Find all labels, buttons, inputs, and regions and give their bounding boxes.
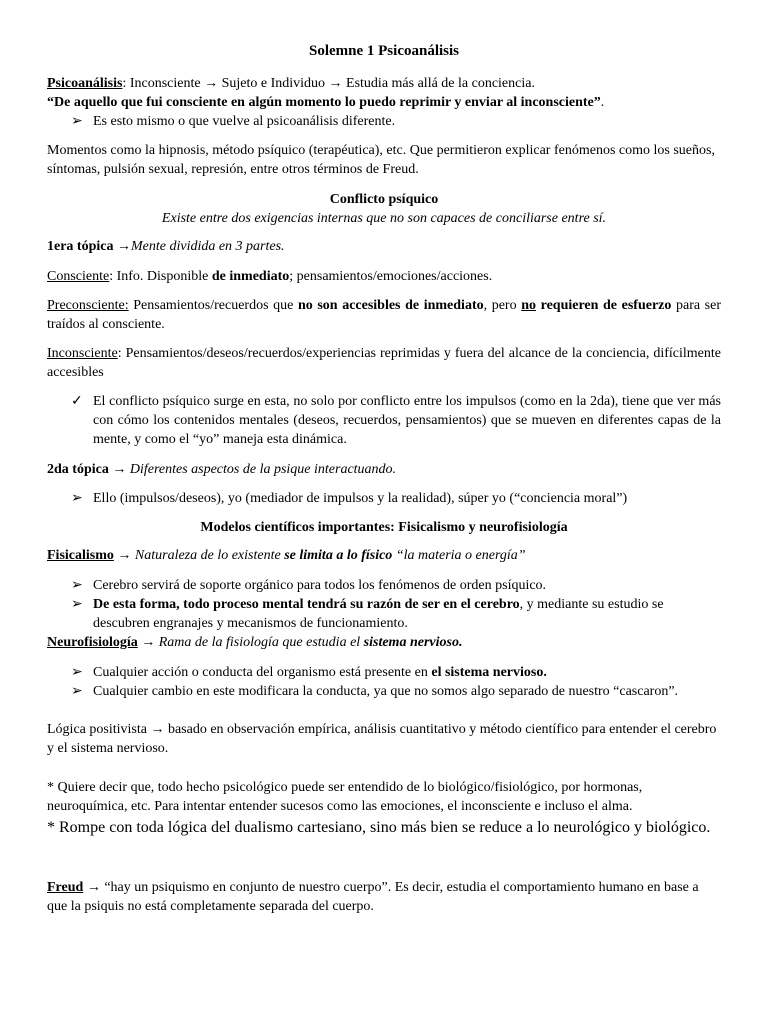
arrow-bullet-icon: ➢ xyxy=(71,665,83,680)
arrow-bullet-icon: ➢ xyxy=(71,578,83,593)
preconsciente-definition xyxy=(47,296,721,334)
segunda-topica xyxy=(47,460,721,479)
text: “hay un psiquismo en conjunto de nuestro cuerpo”. Es decir, estudia el comportamiento humano en base a que la psiquis no está completamente separada del cuerpo. xyxy=(47,880,699,914)
arrow-bullet-icon: ➢ xyxy=(71,684,83,699)
text: : Info. Disponible xyxy=(109,269,212,284)
arrow-icon: → xyxy=(112,462,127,477)
text: , pero xyxy=(483,298,522,313)
list-item xyxy=(71,392,721,449)
term-consciente: Consciente xyxy=(47,269,110,284)
bold-text: el sistema nervioso. xyxy=(431,665,547,680)
arrow-icon: → xyxy=(204,76,219,91)
topica1-label: 1era tópica xyxy=(47,239,117,254)
term-freud: Freud xyxy=(47,880,84,895)
arrow-icon: → xyxy=(150,722,165,737)
psicoanalisis-definition xyxy=(47,74,721,93)
freud-quote xyxy=(47,93,721,112)
list-item-text: Cualquier cambio en este modificara la conducta, ya que no somos algo separado de nuestro “cascaron”. xyxy=(93,684,679,699)
list-item-text: Es esto mismo o que vuelve al psicoanálisis diferente. xyxy=(93,114,396,129)
list-item xyxy=(71,682,721,701)
text: “la materia o energía” xyxy=(392,548,526,563)
list-item xyxy=(71,489,721,508)
text: , y mediante su estudio se descubren engranajes y mecanismos de funcionamiento. xyxy=(93,597,664,631)
consciente-definition xyxy=(47,267,721,286)
term-psicoanalisis: Psicoanálisis xyxy=(47,76,123,91)
text: : Pensamientos/deseos/recuerdos/experiencias reprimidas y fuera del alcance de la conciencia, difícilmente accesibles xyxy=(47,346,721,380)
heading-modelos: Modelos científicos importantes: Fisicalismo y neurofisiología xyxy=(200,520,568,535)
text: ; pensamientos/emociones/acciones. xyxy=(289,269,493,284)
list-item xyxy=(71,595,721,633)
bold-text: De esta forma, todo proceso mental tendrá su razón de ser en el cerebro xyxy=(93,597,520,612)
bold-text: no son accesibles de inmediato xyxy=(297,298,484,313)
term-fisicalismo: Fisicalismo xyxy=(47,548,114,563)
document-title: Solemne 1 Psicoanálisis xyxy=(308,43,459,59)
text-estudia: Estudia más allá de la conciencia. xyxy=(342,76,535,91)
term-neurofisiologia: Neurofisiología xyxy=(47,635,138,650)
neurofisiologia-definition xyxy=(47,633,721,652)
quote-end: . xyxy=(600,95,605,110)
text: Rama de la fisiología que estudia el xyxy=(158,635,364,650)
list-item-text: Cerebro servirá de soporte orgánico para todos los fenómenos de orden psíquico. xyxy=(93,578,547,593)
checkmark-icon: ✓ xyxy=(71,394,83,409)
bold-text: requieren de esfuerzo xyxy=(540,298,672,313)
term-inconsciente: Inconsciente xyxy=(47,346,118,361)
arrow-icon: → xyxy=(141,635,156,650)
list-item xyxy=(71,112,721,131)
arrow-icon: → xyxy=(328,76,343,91)
text: Cualquier acción o conducta del organismo está presente en xyxy=(93,665,432,680)
arrow-bullet-icon: ➢ xyxy=(71,114,83,129)
text: para ser traídos al consciente. xyxy=(47,298,722,332)
list-item xyxy=(71,663,721,682)
text: Naturaleza de lo existente xyxy=(134,548,285,563)
inconsciente-definition xyxy=(47,344,721,382)
list-item-text: Ello (impulsos/deseos), yo (mediador de impulsos y la realidad), súper yo (“conciencia moral”) xyxy=(93,491,628,506)
topica1-text: Mente dividida en 3 partes. xyxy=(130,239,285,254)
bold-text: no xyxy=(521,298,536,313)
topica2-text: Diferentes aspectos de la psique interactuando. xyxy=(129,462,397,477)
bold-text: sistema nervioso. xyxy=(363,635,463,650)
note-biologico: * Quiere decir que, todo hecho psicológico puede ser entendido de lo biológico/fisiológico, por hormonas, neuroquímica, etc. Para intentar entender sucesos como las emociones, el inconsciente e incluso el alma. xyxy=(47,780,643,814)
text-inconsciente: Inconsciente xyxy=(129,76,205,91)
logica-positivista xyxy=(47,720,721,758)
list-item xyxy=(71,576,721,595)
subheading-conflicto: Existe entre dos exigencias internas que no son capaces de conciliarse entre sí. xyxy=(161,211,607,226)
separator: : xyxy=(122,76,130,91)
arrow-bullet-icon: ➢ xyxy=(71,597,83,612)
text: Lógica positivista xyxy=(47,722,151,737)
term-preconsciente: Preconsciente: xyxy=(47,298,129,313)
arrow-bullet-icon: ➢ xyxy=(71,491,83,506)
quote-text: “De aquello que fui consciente en algún momento lo puedo reprimir y enviar al inconsciente” xyxy=(47,95,601,110)
primera-topica xyxy=(47,237,721,256)
bold-text: de inmediato xyxy=(211,269,290,284)
text: basado en observación empírica, análisis cuantitativo y método científico para entender el cerebro y el sistema nervioso. xyxy=(47,722,717,756)
list-item-text: El conflicto psíquico surge en esta, no solo por conflicto entre los impulsos (como en la 2da), tiene que ver más con cómo los contenidos mentales (deseos, recuerdos, pensamientos) que se mueven en diferentes capas de la mente, y como el “yo” maneja esta dinámica. xyxy=(93,394,721,447)
heading-conflicto: Conflicto psíquico xyxy=(329,192,439,207)
paragraph-momentos: Momentos como la hipnosis, método psíquico (terapéutica), etc. Que permitieron explicar fenómenos como los sueños, síntomas, pulsión sexual, represión, entre otros términos de Freud. xyxy=(47,143,715,177)
text: Pensamientos/recuerdos que xyxy=(128,298,298,313)
arrow-icon: → xyxy=(86,880,101,895)
arrow-icon: → xyxy=(116,239,131,254)
arrow-icon: → xyxy=(117,548,132,563)
topica2-label: 2da tópica xyxy=(47,462,113,477)
bold-text: se limita a lo físico xyxy=(284,548,393,563)
text-sujeto: Sujeto e Individuo xyxy=(218,76,329,91)
note-dualismo: * Rompe con toda lógica del dualismo cartesiano, sino más bien se reduce a lo neurológico y biológico. xyxy=(47,819,711,836)
fisicalismo-definition xyxy=(47,546,721,565)
freud-definition xyxy=(47,878,721,916)
